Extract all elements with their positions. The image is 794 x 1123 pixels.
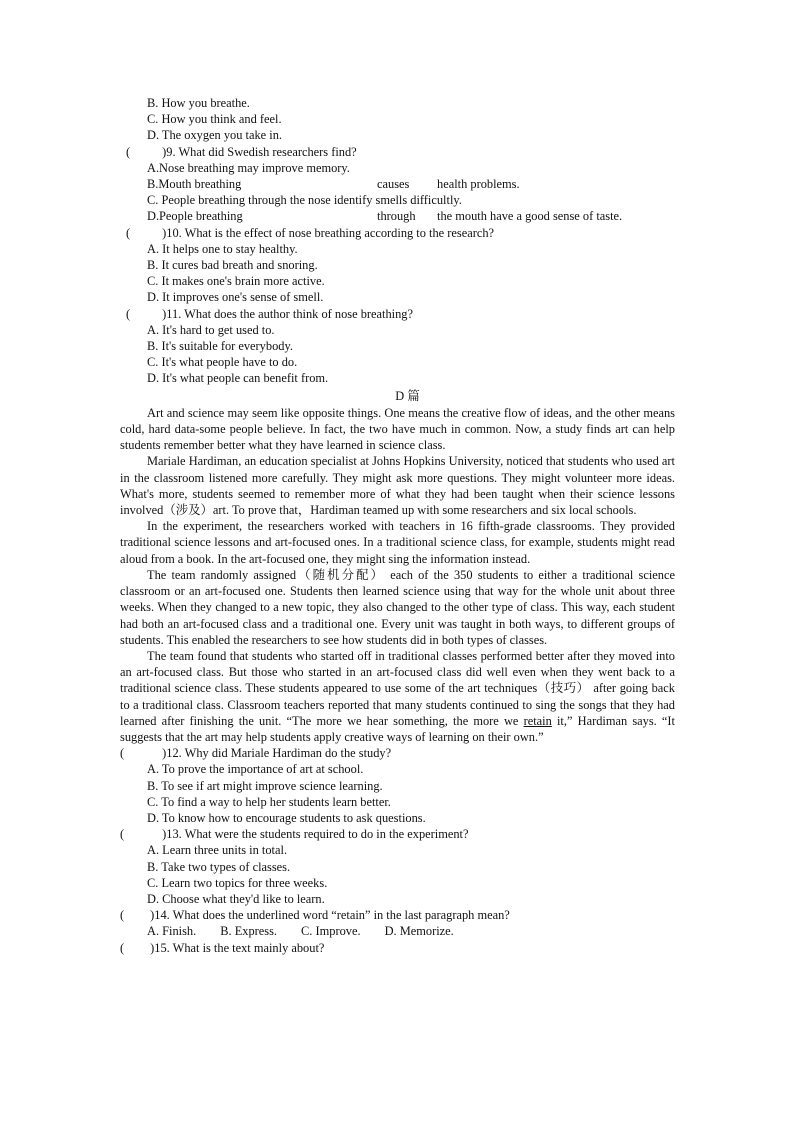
q13-stem: ( )13. What were the students required to do in the experiment? bbox=[120, 827, 469, 842]
q8-option-b: B. How you breathe. bbox=[147, 96, 250, 110]
passage-paragraph-2: Mariale Hardiman, an education specialist at Johns Hopkins University, noticed that students who used art in the classroom listened more carefully. They might ask more questions. They might volunteer more ideas. What's more, students seemed to remember more of what they had been taught when their science lessons involved（涉及）art. To prove that，Hardiman teamed up with some researchers and six local schools. bbox=[120, 454, 675, 518]
q14-option-b: B. Express. bbox=[220, 924, 278, 939]
passage-paragraph-5: The team found that students who started off in traditional classes performed better after they moved into an art-focused class. But those who started in an art-focused class did well even when they went back to a traditional science class. These students appeared to use some of the art techniques（技巧） after going back to a traditional class. Classroom teachers reported that many students continued to sing the songs that they had learned after finishing the unit. “The more we hear something, the more we retain it,” Hardiman says. “It suggests that the art may help students apply creative ways of learning on their own.” bbox=[120, 648, 675, 744]
q9-stem: ( )9. What did Swedish researchers find? bbox=[126, 144, 357, 159]
q14-option-a: A. Finish. bbox=[147, 924, 197, 939]
q13-option-a: A. Learn three units in total. bbox=[147, 843, 288, 858]
q12-option-c: C. To find a way to help her students learn better. bbox=[147, 794, 391, 809]
q10-option-b: B. It cures bad breath and snoring. bbox=[147, 258, 318, 273]
q11-option-b: B. It's suitable for everybody. bbox=[147, 339, 293, 354]
q12-option-b: B. To see if art might improve science learning. bbox=[147, 778, 383, 793]
underlined-word: retain bbox=[523, 713, 552, 728]
q10-option-a: A. It helps one to stay healthy. bbox=[147, 241, 298, 256]
q13-option-d: D. Choose what they'd like to learn. bbox=[147, 891, 325, 906]
q13-option-c: C. Learn two topics for three weeks. bbox=[147, 875, 328, 890]
q14-stem: ( )14. What does the underlined word “retain” in the last paragraph mean? bbox=[120, 908, 510, 923]
q10-option-c: C. It makes one's brain more active. bbox=[147, 274, 325, 289]
q8-option-d: D. The oxygen you take in. bbox=[147, 128, 283, 143]
q12-option-a: A. To prove the importance of art at school. bbox=[147, 762, 364, 777]
q14-option-c: C. Improve. bbox=[301, 924, 361, 939]
worksheet-page bbox=[120, 95, 675, 956]
q9-option-d: D.People breathing through the mouth have a good sense of taste. bbox=[147, 209, 623, 224]
passage-paragraph-4: The team randomly assigned（随机分配） each of the 350 students to either a traditional science classroom or an art-focused one. Students then learned science using that way for the whole unit about three weeks. When they changed to a new topic, they also changed to the other type of class. This way, each student had both an art-focused class and a traditional one. Every unit was taught in both ways, to different groups of students. This enabled the researchers to see how students did in both types of classes. bbox=[120, 567, 675, 647]
q14-option-d: D. Memorize. bbox=[384, 924, 454, 939]
q8-option-c: C. How you think and feel. bbox=[147, 112, 282, 127]
q12-stem: ( )12. Why did Mariale Hardiman do the study? bbox=[120, 746, 392, 761]
section-heading: D 篇 bbox=[395, 388, 420, 403]
q13-option-b: B. Take two types of classes. bbox=[147, 859, 291, 874]
q9-option-a: A.Nose breathing may improve memory. bbox=[147, 160, 350, 175]
q9-option-c: C. People breathing through the nose identify smells difficultly. bbox=[147, 193, 462, 208]
q10-stem: ( )10. What is the effect of nose breathing according to the research? bbox=[126, 225, 495, 240]
q15-stem: ( )15. What is the text mainly about? bbox=[120, 940, 325, 955]
q9-option-b: B.Mouth breathing causes health problems. bbox=[147, 177, 520, 192]
q11-option-c: C. It's what people have to do. bbox=[147, 355, 298, 370]
q11-option-d: D. It's what people can benefit from. bbox=[147, 371, 329, 386]
q10-option-d: D. It improves one's sense of smell. bbox=[147, 290, 324, 305]
passage-paragraph-3: In the experiment, the researchers worked with teachers in 16 fifth-grade classrooms. They provided traditional science lessons and art-focused ones. In a traditional science class, for example, students might read aloud from a book. In the art-focused one, they might sing the information instead. bbox=[120, 519, 675, 566]
q12-option-d: D. To know how to encourage students to ask questions. bbox=[147, 810, 426, 825]
passage-paragraph-1: Art and science may seem like opposite things. One means the creative flow of ideas, and the other means cold, hard data-some people believe. In fact, the two have much in common. Now, a study finds art can help students remember better what they have learned in science class. bbox=[120, 405, 675, 453]
q11-option-a: A. It's hard to get used to. bbox=[147, 322, 275, 337]
q14-options bbox=[120, 923, 675, 939]
q11-stem: ( )11. What does the author think of nose breathing? bbox=[126, 306, 413, 321]
